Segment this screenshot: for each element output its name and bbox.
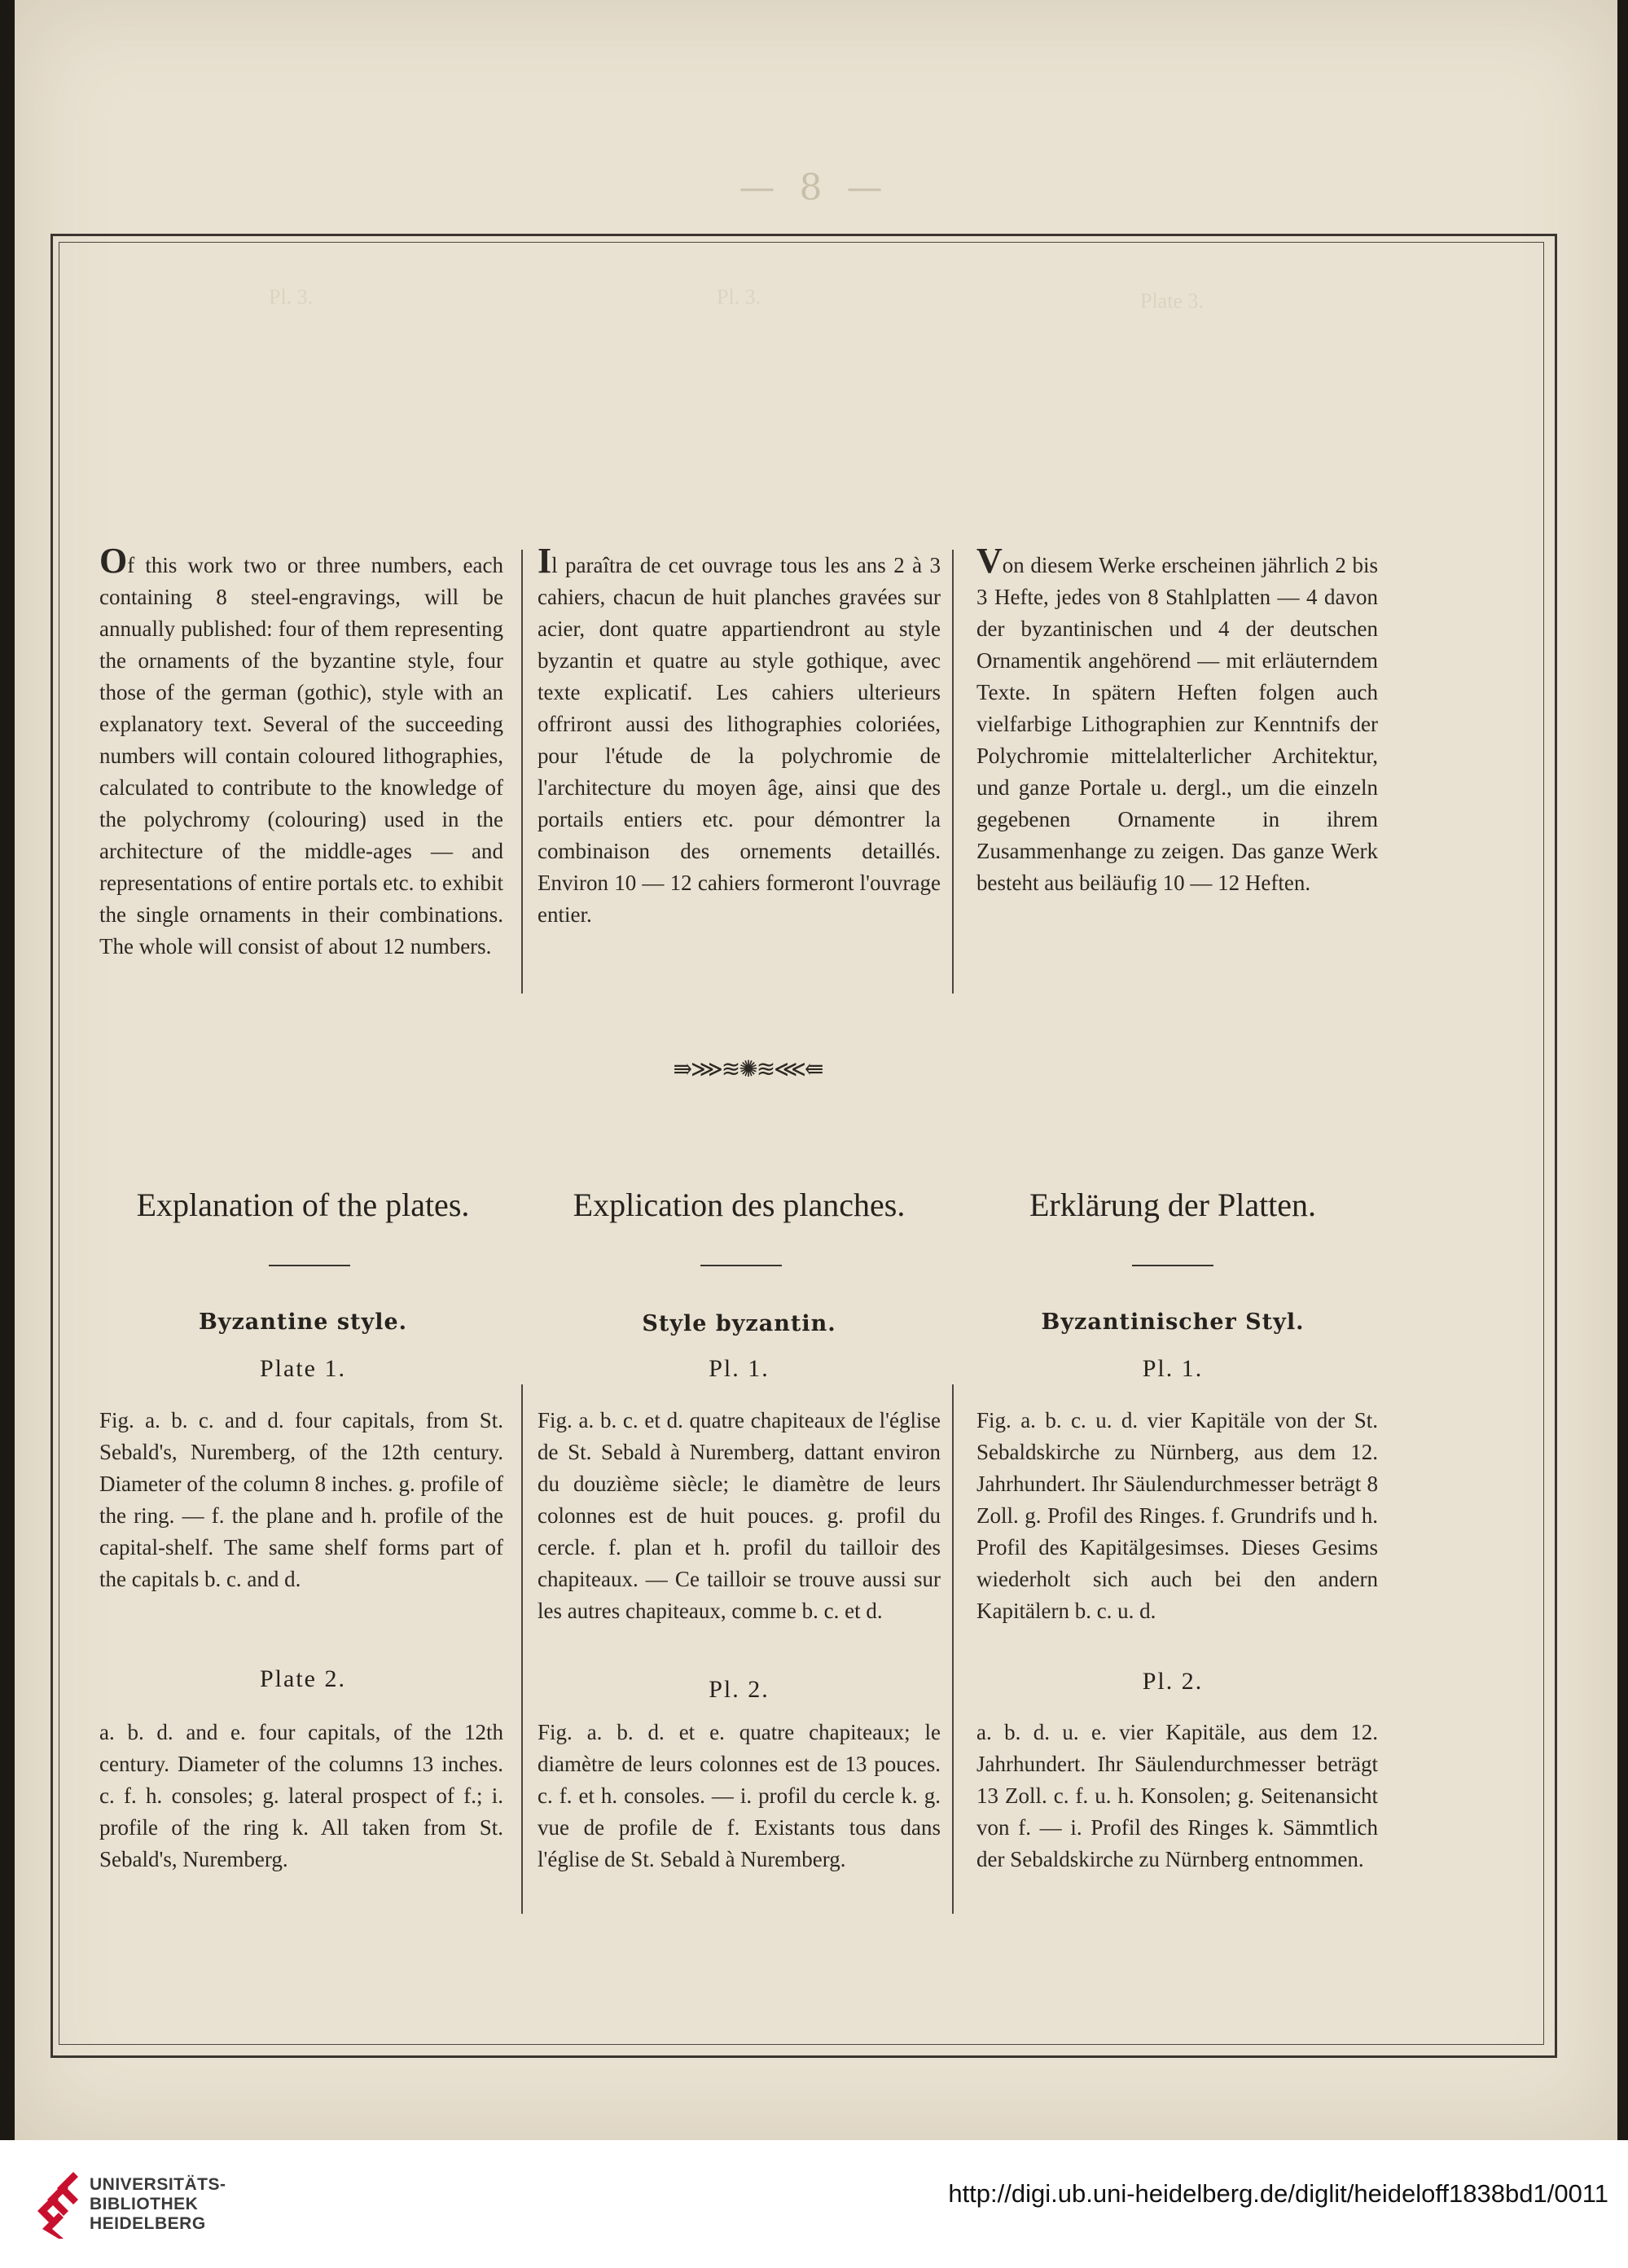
plate1-label-english: Plate 1. (260, 1355, 346, 1382)
plate2-english-text: a. b. d. and e. four capitals, of the 12th century. Diameter of the columns 13 inches. c. f. h. consoles; g. lateral prospect of f.; i. profile of the ring k. All taken from St. Sebald's, Nuremberg. (99, 1720, 503, 1871)
heading-german: Erklärung der Platten. (1029, 1187, 1317, 1223)
plate1-label-french: Pl. 1. (709, 1355, 770, 1382)
plate1-label-german: Pl. 1. (1142, 1355, 1204, 1382)
style-french: Style byzantin. (642, 1311, 836, 1336)
intro-german (976, 541, 1378, 899)
library-name-line: BIBLIOTHEK (90, 2195, 199, 2213)
plate2-label-english: Plate 2. (260, 1665, 346, 1692)
plate2-english (99, 1717, 503, 1875)
column-rule (521, 1384, 523, 1914)
style-german: Byzantinischer Styl. (1041, 1309, 1305, 1335)
plate2-german-text: a. b. d. u. e. vier Kapitäle, aus dem 12. Jahrhundert. Ihr Säulendurchmesser beträgt 13 Zoll. c. f. u. h. Konsolen; g. Seitenansicht von f. — i. Profil des Ringes k. Sämmtlich der Sebaldskirche zu Nürnberg entnommen. (976, 1720, 1378, 1871)
intro-german-text: on diesem Werke erscheinen jährlich 2 bis 3 Hefte, jedes von 8 Stahlplatten — 4 davon der byzantinischen und 4 der deutschen Ornamentik angehörend — mit erläuterndem Texte. In spätern Heften folgen auch vielfarbige Lithographien zur Kenntnifs der Polychromie mittelalterlicher Architektur, und ganze Portale u. dergl., um die einzeln gegebenen Ornamente in ihrem Zusammenhange zu zeigen. Das ganze Werk besteht aus beiläufig 10 — 12 Heften. (976, 553, 1378, 895)
drop-initial: I (538, 541, 552, 581)
plate1-german (976, 1405, 1378, 1627)
plate1-english-text: Fig. a. b. c. and d. four capitals, from St. Sebald's, Nuremberg, of the 12th century. Diameter of the column 8 inches. g. profile of the ring. — f. the plane and h. profile of the capital-shelf. The same shelf forms part of the capitals b. c. and d. (99, 1408, 503, 1591)
drop-initial: V (976, 541, 1003, 581)
column-rule (521, 550, 523, 994)
heading-english: Explanation of the plates. (136, 1187, 470, 1223)
intro-french (538, 541, 941, 931)
decorative-ornament: ⇛⋙≋✺≋⋘⇚ (673, 1055, 823, 1082)
plate2-label-german: Pl. 2. (1142, 1668, 1204, 1695)
drop-initial: O (99, 541, 128, 581)
column-rule (952, 1384, 954, 1914)
intro-english-text: f this work two or three numbers, each containing 8 steel-engravings, will be annually published: four of them representing the ornaments of the byzantine style, four those of the german (gothic), style with an explanatory text. Several of the succeeding numbers will contain coloured lithographies, calculated to contribute to the knowledge of the polychromy (colouring) used in the architecture of the middle-ages — and representations of entire portals etc. to exhibit the single ornaments in their combinations. The whole will consist of about 12 numbers. (99, 553, 503, 959)
plate2-french (538, 1717, 941, 1875)
library-name-line: UNIVERSITÄTS- (90, 2175, 226, 2194)
style-english: Byzantine style. (198, 1309, 408, 1335)
short-rule (269, 1265, 350, 1266)
library-name-line: HEIDELBERG (90, 2214, 206, 2233)
short-rule (700, 1265, 782, 1266)
library-name[interactable] (90, 2175, 226, 2234)
bleedthrough-heading-left: Pl. 3. (269, 285, 314, 309)
plate2-german (976, 1717, 1378, 1875)
plate1-french-text: Fig. a. b. c. et d. quatre chapiteaux de l'église de St. Sebald à Nuremberg, dattant environ du douzième siècle; le diamètre de leurs colonnes est de huit pouces. g. profil du cercle. f. plan et h. profil du tailloir des chapiteaux. — Ce tailloir se trouve aussi sur les autres chapiteaux, comme b. c. et d. (538, 1408, 941, 1623)
heading-french: Explication des planches. (573, 1187, 906, 1223)
bleedthrough-heading-right: Plate 3. (1140, 289, 1204, 313)
plate1-french (538, 1405, 941, 1627)
intro-french-text: l paraîtra de cet ouvrage tous les ans 2 à 3 cahiers, chacun de huit planches gravées sur acier, dont quatre appartiendront au style byzantin et quatre au style gothique, avec texte explicatif. Les cahiers ulterieurs offriront aussi des lithographies coloriées, pour l'étude de la polychromie de l'architecture du moyen âge, ainsi que des portails entiers etc. pour démontrer la combinaison des ornements detaillés. Environ 10 — 12 cahiers formeront l'ouvrage entier. (538, 553, 941, 927)
short-rule (1132, 1265, 1213, 1266)
intro-english (99, 541, 503, 963)
plate2-label-french: Pl. 2. (709, 1676, 770, 1703)
plate1-german-text: Fig. a. b. c. u. d. vier Kapitäle von der St. Sebaldskirche zu Nürnberg, aus dem 12. Jahrhundert. Ihr Säulendurchmesser beträgt 8 Zoll. g. Profil des Ringes. f. Grundrifs und h. Profil des Kapitälgesimses. Dieses Gesims wiederholt sich auch bei den andern Kapitälern b. c. u. d. (976, 1408, 1378, 1623)
column-rule (952, 550, 954, 994)
permalink-url[interactable]: http://digi.ub.uni-heidelberg.de/diglit/heideloff1838bd1/0011 (948, 2179, 1608, 2208)
page-number: — 8 — (739, 167, 889, 208)
bleedthrough-heading-middle: Pl. 3. (717, 285, 761, 309)
plate2-french-text: Fig. a. b. d. et e. quatre chapiteaux; le diamètre de leurs colonnes est de 13 pouces. c. f. et h. consoles. — i. profil du cercle k. g. vue de profile de f. Existants tous dans l'église de St. Sebald à Nuremberg. (538, 1720, 941, 1871)
plate1-english (99, 1405, 503, 1595)
